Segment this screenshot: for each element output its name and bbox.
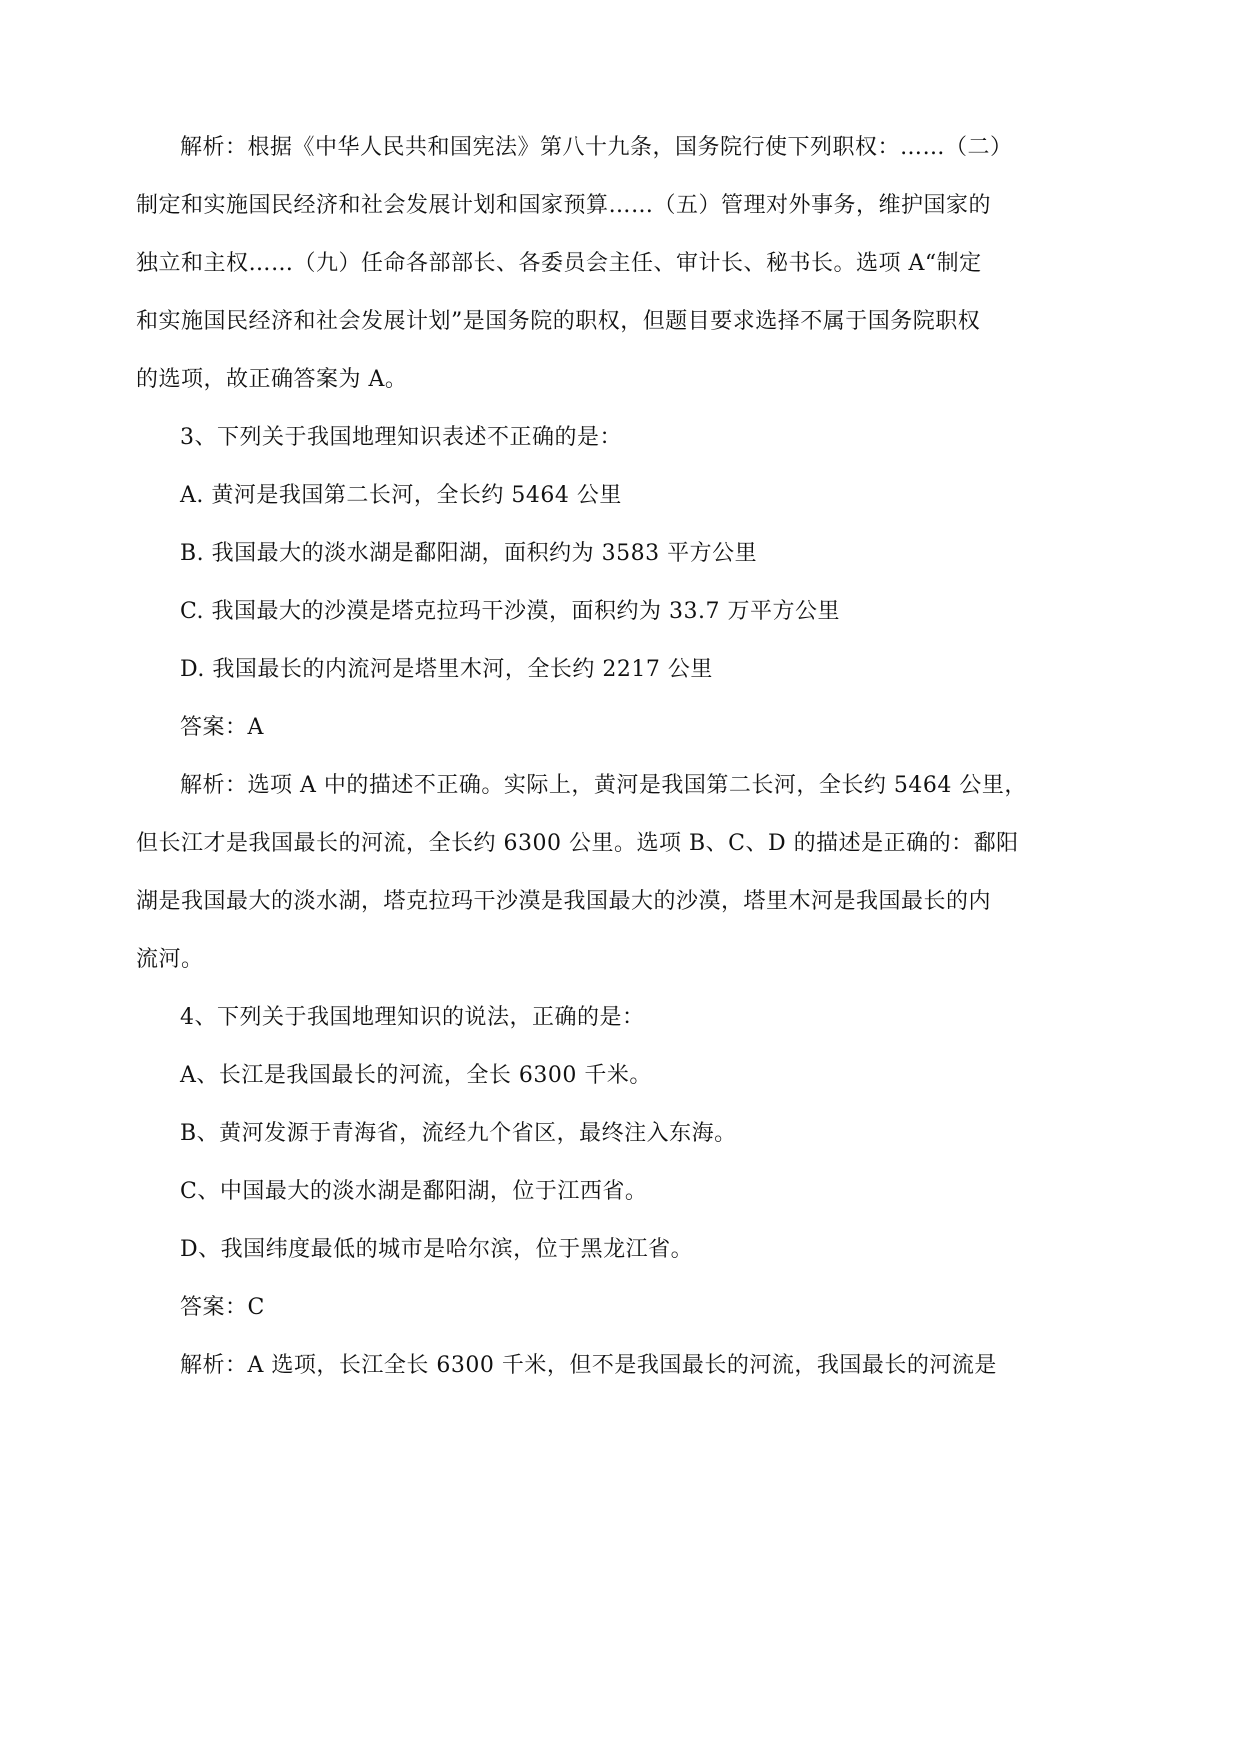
- text-line: C、中国最大的淡水湖是鄱阳湖，位于江西省。: [180, 1179, 648, 1204]
- text-line: 湖是我国最大的淡水湖，塔克拉玛干沙漠是我国最大的沙漠，塔里木河是我国最长的内: [136, 889, 992, 914]
- text-line: 3、下列关于我国地理知识表述不正确的是：: [180, 425, 622, 450]
- text-line: B. 我国最大的淡水湖是鄱阳湖，面积约为 3583 平方公里: [180, 541, 758, 566]
- text-line: 解析：选项 A 中的描述不正确。实际上，黄河是我国第二长河，全长约 5464 公里，: [180, 773, 1027, 798]
- text-line: 但长江才是我国最长的河流，全长约 6300 公里。选项 B、C、D 的描述是正确的：鄱阳: [136, 831, 1019, 856]
- text-line: 解析：A 选项，长江全长 6300 千米，但不是我国最长的河流，我国最长的河流是: [180, 1353, 997, 1378]
- text-line: 和实施国民经济和社会发展计划”是国务院的职权，但题目要求选择不属于国务院职权: [136, 309, 981, 334]
- document-page: [136, 119, 1027, 1395]
- text-line: D. 我国最长的内流河是塔里木河，全长约 2217 公里: [180, 657, 713, 682]
- text-line: 答案：A: [180, 715, 264, 740]
- text-line: C. 我国最大的沙漠是塔克拉玛干沙漠，面积约为 33.7 万平方公里: [180, 599, 841, 624]
- text-line: D、我国纬度最低的城市是哈尔滨，位于黑龙江省。: [180, 1237, 694, 1262]
- text-line: 4、下列关于我国地理知识的说法，正确的是：: [180, 1005, 645, 1030]
- text-line: 答案：C: [180, 1295, 265, 1320]
- text-line: 的选项，故正确答案为 A。: [136, 367, 408, 392]
- text-line: B、黄河发源于青海省，流经九个省区，最终注入东海。: [180, 1121, 737, 1146]
- text-line: A. 黄河是我国第二长河，全长约 5464 公里: [180, 483, 622, 508]
- text-line: 独立和主权……（九）任命各部部长、各委员会主任、审计长、秘书长。选项 A“制定: [136, 251, 982, 276]
- text-line: A、长江是我国最长的河流，全长 6300 千米。: [180, 1063, 652, 1088]
- text-line: 制定和实施国民经济和社会发展计划和国家预算……（五）管理对外事务，维护国家的: [136, 193, 992, 218]
- text-line: 流河。: [136, 947, 204, 972]
- text-line: 解析：根据《中华人民共和国宪法》第八十九条，国务院行使下列职权：……（二）: [180, 135, 1013, 160]
